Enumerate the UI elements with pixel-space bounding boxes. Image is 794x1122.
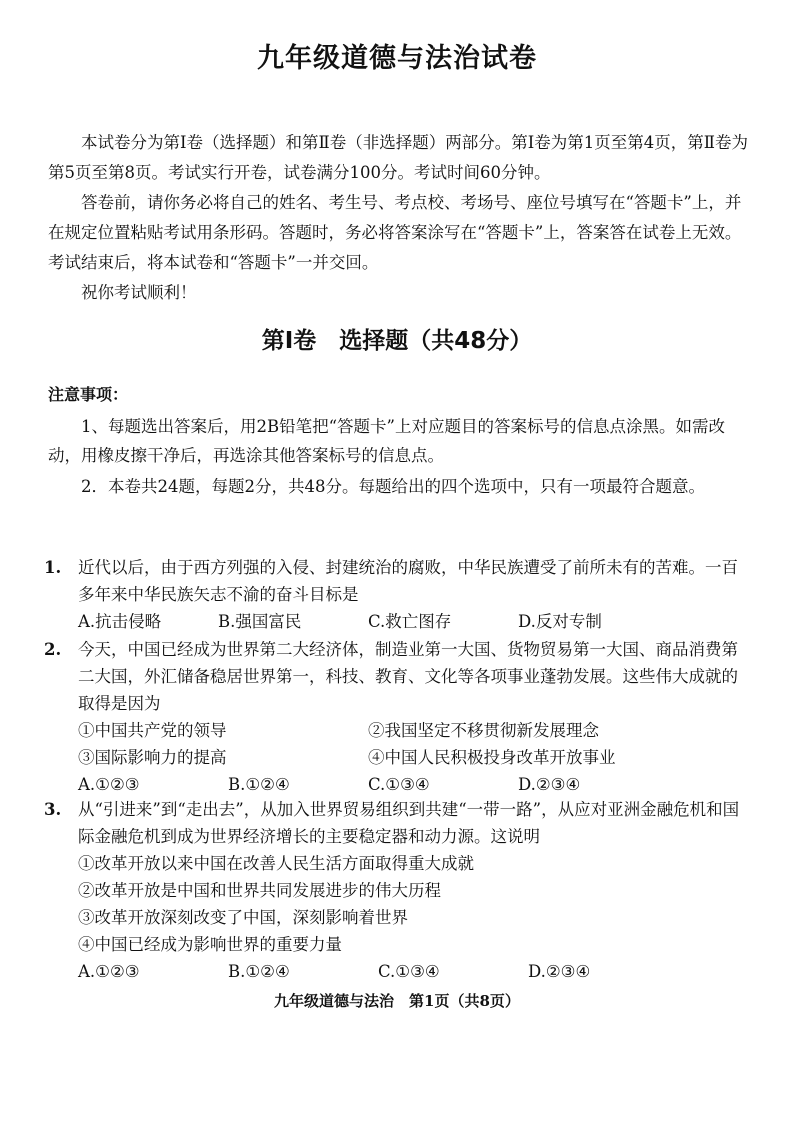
page-footer: 九年级道德与法治 第1页（共8页） — [274, 992, 520, 1010]
option-row — [78, 771, 744, 798]
option-a: A.①②③ — [78, 962, 140, 981]
option-a: A.抗击侵略 — [78, 612, 162, 631]
section-title: 第Ⅰ卷 选择题（共48分） — [261, 328, 533, 354]
statement-2: ②改革开放是中国和世界共同发展进步的伟大历程 — [78, 881, 441, 900]
option-b: B.①②④ — [228, 775, 290, 794]
statement-4: ④中国人民积极投身改革开放事业 — [368, 748, 616, 767]
question-number: 2. — [44, 640, 62, 659]
option-c: C.救亡图存 — [368, 612, 452, 631]
statement-3: ③国际影响力的提高 — [78, 748, 227, 767]
intro-paragraph-2: 答卷前，请你务必将自己的姓名、考生号、考点校、考场号、座位号填写在“答题卡”上，并在规定位置粘贴考试用条形码。答题时，务必将答案涂写在“答题卡”上，答案答在试卷上无效。考试结束后，将本试卷和“答题卡”一并交回。 — [48, 193, 742, 272]
option-a: A.①②③ — [78, 775, 140, 794]
question-stem: 今天，中国已经成为世界第二大经济体，制造业第一大国、货物贸易第一大国、商品消费第二大国，外汇储备稳居世界第一，科技、教育、文化等各项事业蓬勃发展。这些伟大成就的取得是因为 — [78, 640, 738, 713]
exam-title: 九年级道德与法治试卷 — [257, 43, 537, 74]
question-1 — [44, 554, 744, 635]
question-3 — [44, 796, 744, 985]
option-b: B.强国富民 — [218, 612, 302, 631]
question-stem: 近代以后，由于西方列强的入侵、封建统治的腐败，中华民族遭受了前所未有的苦难。一百多年来中华民族矢志不渝的奋斗目标是 — [78, 558, 738, 604]
statement-1: ①改革开放以来中国在改善人民生活方面取得重大成就 — [78, 854, 474, 873]
question-number: 3. — [44, 800, 62, 819]
statement-4: ④中国已经成为影响世界的重要力量 — [78, 935, 342, 954]
option-d: D.②③④ — [518, 775, 581, 794]
option-c: C.①③④ — [378, 962, 440, 981]
statement-1: ①中国共产党的领导 — [78, 721, 227, 740]
question-number: 1. — [44, 558, 62, 577]
notice-heading: 注意事项： — [48, 385, 129, 404]
option-c: C.①③④ — [368, 775, 430, 794]
option-row — [78, 608, 744, 635]
question-2 — [44, 636, 744, 798]
option-row — [78, 958, 744, 985]
notice-item-1: 1、每题选出答案后，用2B铅笔把“答题卡”上对应题目的答案标号的信息点涂黑。如需改动，用橡皮擦干净后，再选涂其他答案标号的信息点。 — [48, 417, 725, 465]
option-d: D.反对专制 — [518, 612, 602, 631]
option-b: B.①②④ — [228, 962, 290, 981]
notice-item-2: 2．本卷共24题，每题2分，共48分。每题给出的四个选项中，只有一项最符合题意。 — [81, 477, 705, 496]
question-stem: 从“引进来”到“走出去”，从加入世界贸易组织到共建“一带一路”，从应对亚洲金融危机和国际金融危机到成为世界经济增长的主要稳定器和动力源。这说明 — [78, 800, 740, 846]
intro-paragraph-3: 祝你考试顺利！ — [81, 283, 197, 302]
statement-2: ②我国坚定不移贯彻新发展理念 — [368, 721, 599, 740]
statement-3: ③改革开放深刻改变了中国，深刻影响着世界 — [78, 908, 408, 927]
option-d: D.②③④ — [528, 962, 591, 981]
intro-paragraph-1: 本试卷分为第Ⅰ卷（选择题）和第Ⅱ卷（非选择题）两部分。第Ⅰ卷为第1页至第4页，第Ⅱ卷为第5页至第8页。考试实行开卷，试卷满分100分。考试时间60分钟。 — [48, 133, 748, 182]
statement-grid — [78, 717, 744, 771]
